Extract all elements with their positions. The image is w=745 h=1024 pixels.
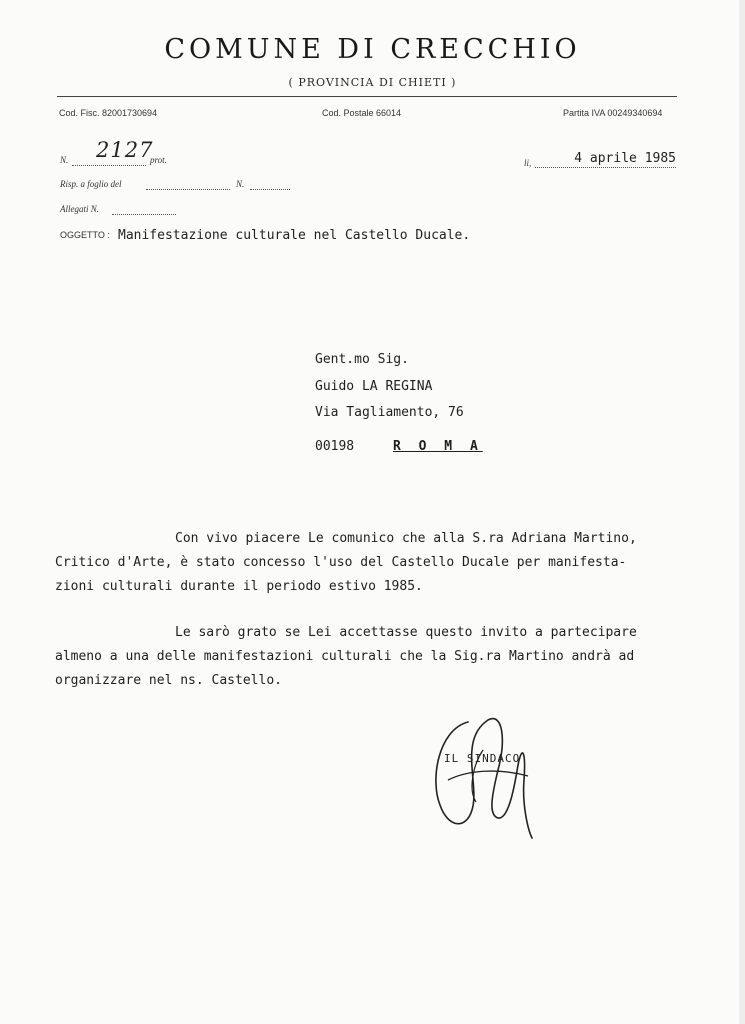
handwritten-signature-icon: [428, 710, 548, 850]
oggetto-label: OGGETTO :: [60, 230, 110, 240]
risp-n-line: [250, 180, 290, 190]
recipient-name: Guido LA REGINA: [315, 379, 433, 394]
protocol-number: 2127: [96, 138, 154, 162]
oggetto-value: Manifestazione culturale nel Castello Ducale.: [118, 228, 471, 243]
recipient-salutation: Gent.mo Sig.: [315, 352, 409, 367]
body-paragraph-2: [55, 621, 695, 693]
paragraph-1-line-3: zioni culturali durante il periodo estivo 1985.: [55, 579, 423, 594]
body-paragraph-1: [55, 527, 695, 599]
risp-n-label: N.: [236, 179, 245, 189]
page-edge: [739, 0, 745, 1024]
paragraph-2-line-3: organizzare nel ns. Castello.: [55, 673, 282, 688]
codice-fiscale: Cod. Fisc. 82001730694: [59, 108, 158, 118]
letterhead-rule: [57, 96, 677, 97]
paragraph-1-line-2: Critico d'Arte, è stato concesso l'uso del Castello Ducale per manifesta-: [55, 555, 627, 570]
letterhead-subtitle: ( PROVINCIA DI CHIETI ): [288, 76, 457, 89]
risp-label: Risp. a foglio del: [60, 179, 122, 189]
allegati-label: Allegati N.: [60, 204, 99, 214]
partita-iva: Partita IVA 00249340694: [563, 108, 663, 118]
date-label: li,: [524, 158, 532, 168]
paragraph-1-line-1: Con vivo piacere Le comunico che alla S.ra Adriana Martino,: [175, 531, 637, 546]
allegati-line: [112, 205, 176, 215]
risp-date-line: [146, 180, 230, 190]
paragraph-2-line-1: Le sarò grato se Lei accettasse questo invito a partecipare: [175, 625, 637, 640]
codice-postale: Cod. Postale 66014: [322, 108, 402, 118]
signature-title: IL SINDACO: [444, 752, 521, 765]
recipient-street: Via Tagliamento, 76: [315, 405, 464, 420]
protocol-n-label: N.: [60, 155, 69, 165]
letterhead-title: COMUNE DI CRECCHIO: [164, 34, 581, 65]
protocol-prot-label: prot.: [150, 155, 167, 165]
recipient-city: R O M A: [393, 439, 483, 454]
paragraph-2-line-2: almeno a una delle manifestazioni culturali che la Sig.ra Martino andrà ad: [55, 649, 635, 664]
recipient-cap: 00198: [315, 439, 355, 454]
letter-date: 4 aprile 1985: [535, 151, 676, 168]
